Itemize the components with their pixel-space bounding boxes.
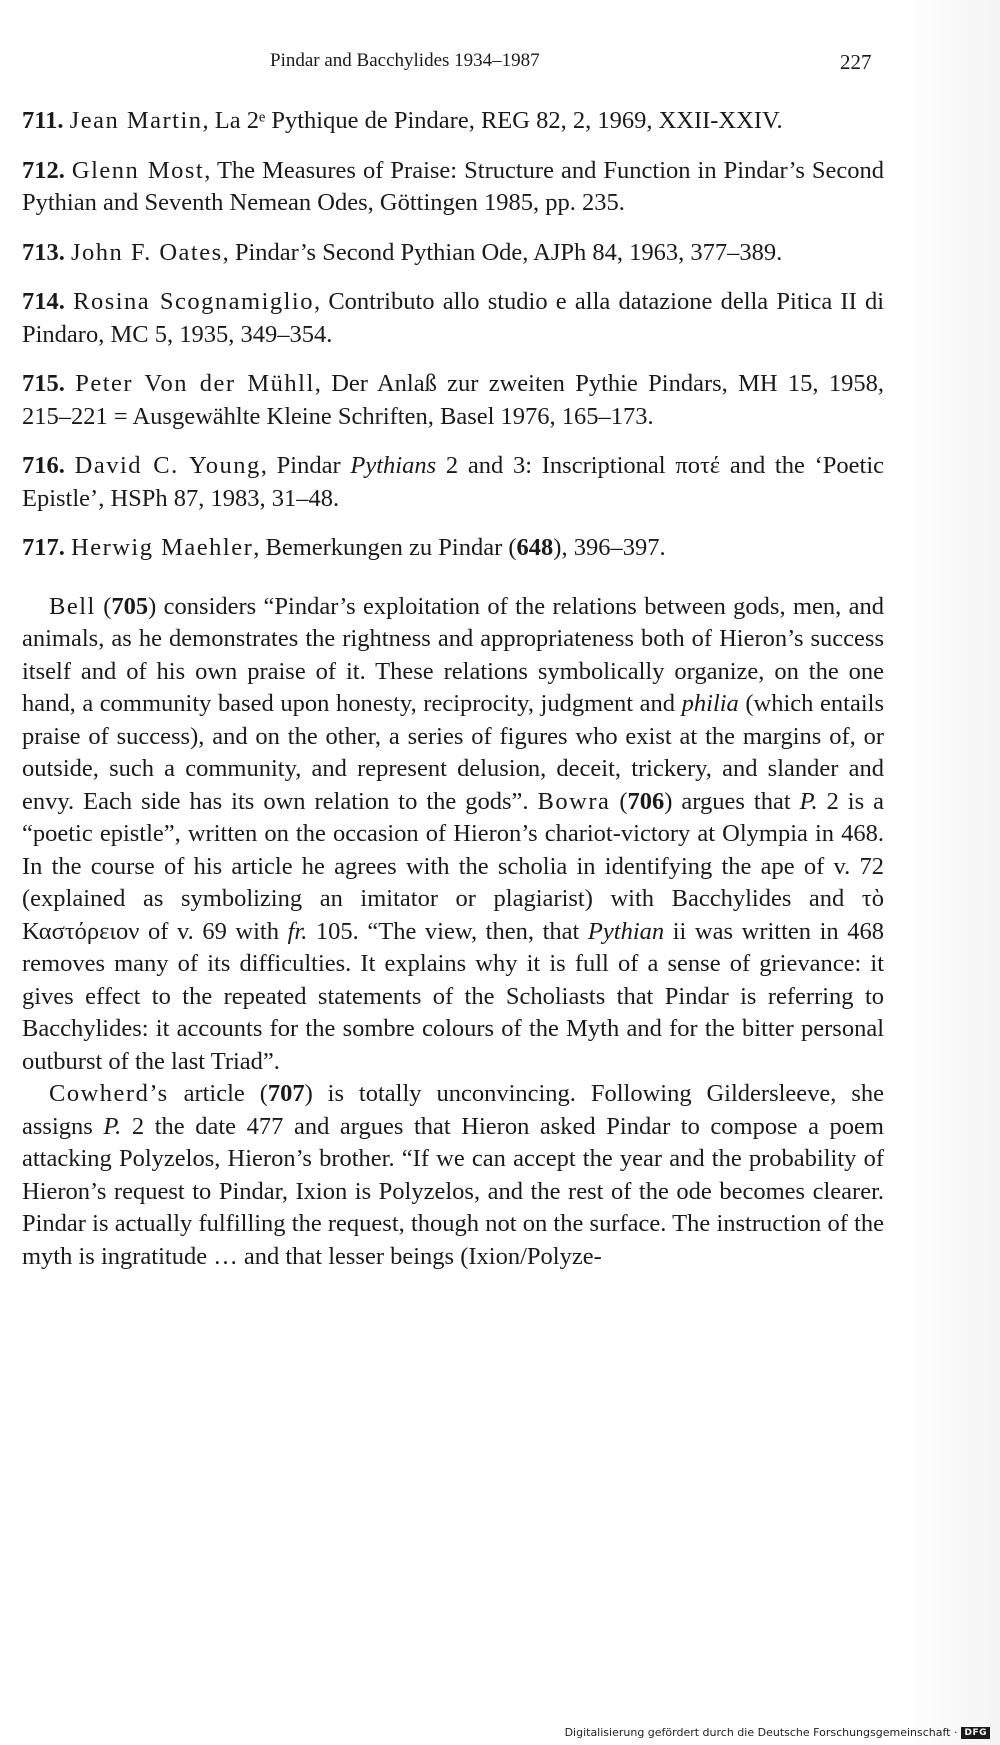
entry-number: 713. [22,238,65,266]
page-number: 227 [840,50,872,74]
footer-credit: Digitalisierung gefördert durch die Deutsche Forschungsgemeinschaft · [564,1726,958,1739]
entry-text: , Pindar’s Second Pythian Ode, AJPh 84, 1963, 377–389. [222,238,783,266]
page-edge-shadow [900,0,1000,1745]
running-head-title: Pindar and Bacchylides 1934–1987 [270,50,540,71]
discussion-paragraph: Bell (705) considers “Pindar’s exploitation of the relations between gods, men, and animals, as he demonstrates the rightness and appropriateness both of Hieron’s success itself and of his own praise of it. These relations symbolically organize, on the one hand, a community based upon honesty, reciprocity, judgment and philia (which entails praise of success), and on the other, a series of figures who exist at the margins of, or outside, such a community, and represent delusion, deceit, trickery, and slander and envy. Each side has its own relation to the gods”. Bowra (706) argues that P. 2 is a “poetic epistle”, written on the occasion of Hieron’s chariot-victory at Olympia in 468. In the course of his article he agrees with the scholia in identifying the ape of v. 72 (explained as symbolizing an imitator or plagiarist) with Bacchylides and τὸ Καστόρειον of v. 69 with fr. 105. “The view, then, that Pythian ii was written in 468 removes many of its difficulties. It explains why it is full of a sense of grievance: it gives effect to the repeated statements of the Scholiasts that Pindar is referring to Bacchylides: it accounts for the sombre colours of the Myth and for the bitter personal outburst of the last Triad”. [22,592,885,1075]
entry-number: 717. [22,534,65,561]
cross-reference: 706 [627,787,665,815]
bibliography-entry [22,286,884,351]
entry-author: John F. Oates [71,238,223,266]
bibliography-entry [22,155,884,220]
entry-italic-title: Pythians [350,452,437,479]
scholar-name: Bell [49,592,96,620]
entry-author: Herwig Maehler [71,534,254,561]
paragraph-text: considers “Pindar’s exploitation of the relations between gods, men, and animals, as he demonstrates the rightness and appropriateness both of Hieron’s success itself and of his own praise of it. These relations symbolically organize, on the one hand, a community based upon honesty, reciprocity, judgment and [22,592,884,717]
entry-author: Jean Martin [69,107,203,134]
entry-text: , The Measures of Praise: Structure and Function in Pindar’s Second Pythian and Seventh Nemean Odes, Göttingen 1985, pp. 235. [22,156,885,216]
entry-text: ), 396–397. [553,534,666,561]
paragraph-text: argues that [672,787,800,815]
dfg-logo: DFG [961,1727,990,1739]
entry-number: 712. [22,156,65,184]
main-text [22,105,884,1273]
entry-text: , Bemerkungen zu Pindar ( [253,534,517,561]
paragraph-text: 105. “The view, then, that [307,917,588,945]
paragraph-text: 2 the date 477 and argues that Hieron asked Pindar to compose a poem attacking Polyzelos, Hieron’s brother. “If we can accept the year and the probability of Hieron’s request to Pindar, Ixion is Polyzelos, and the rest of the ode becomes clearer. Pindar is actually fulfilling the request, though not on the surface. The instruction of the myth is ingratitude … and that lesser beings (Ixion/Polyze- [22,1112,884,1270]
entry-text: , Pindar [260,452,351,479]
bibliography-entry [22,237,884,270]
entry-text: , La 2ᵉ Pythique de Pindare, REG 82, 2, 1969, XXII-XXIV. [202,107,783,134]
running-head [0,50,1000,80]
paragraph-text: 2 is a “poetic epistle”, written on the occasion of Hieron’s chariot-victory at Olympia in 468. In the course of his article he agrees with the scholia in identifying the ape of v. 72 (explained as symbolizing an imitator or plagiarist) with Bacchylides and τὸ Καστόρειον of v. 69 with [22,787,884,945]
italic-term: P. [799,787,818,815]
paragraph-text: ii was written in 468 removes many of its difficulties. It explains why it is full of a sense of grievance: it gives effect to the repeated statements of the Scholiasts that Pindar is referring to Bacchylides: it accounts for the sombre colours of the Myth and for the bitter personal outburst of the last Triad”. [22,917,885,1075]
entry-number: 715. [22,370,65,397]
entry-cross-reference: 648 [516,534,554,561]
cross-reference: 707 [267,1080,305,1107]
paragraph-text: (which entails praise of success), and on the other, a series of figures who exist at the margins of, or outside, such a community, and represent delusion, deceit, trickery, and slander and envy. Each side has its own relation to the gods”. [22,690,884,815]
scholar-name: Cowherd’s [49,1080,169,1107]
entry-author: Rosina Scognamiglio [73,288,314,315]
italic-term: P. [103,1112,122,1140]
entry-text: , Contributo allo studio e alla datazione della Pitica II di Pindaro, MC 5, 1935, 349–354. [22,288,885,348]
entry-author: Glenn Most [71,156,205,184]
paragraph-text: article ( [168,1080,268,1107]
paragraph-text: ) is totally unconvincing. Following Gildersleeve, she assigns [22,1080,884,1140]
bibliography-entry [22,368,884,433]
entry-number: 714. [22,288,65,315]
cross-reference: 705 [111,592,149,620]
italic-term: philia [681,690,739,717]
digitization-footer [565,1726,990,1739]
entry-number: 711. [22,107,64,134]
bibliography-entry [22,450,884,515]
entry-author: Peter Von der Mühll [75,370,315,397]
scholar-name: Bowra [537,787,611,815]
entry-text: 2 and 3: Inscriptional ποτέ and the ‘Poetic Epistle’, HSPh 87, 1983, 31–48. [22,452,884,512]
discussion-paragraph [22,1078,884,1273]
entry-author: David C. Young [74,452,261,479]
entry-text: , Der Anlaß zur zweiten Pythie Pindars, MH 15, 1958, 215–221 = Ausgewählte Kleine Schriften, Basel 1976, 165–173. [22,370,884,430]
bibliography-entry [22,532,884,565]
entry-number: 716. [22,452,65,479]
italic-term: Pythian [587,917,665,945]
italic-term: fr. [287,917,308,945]
bibliography-entry [22,105,884,138]
